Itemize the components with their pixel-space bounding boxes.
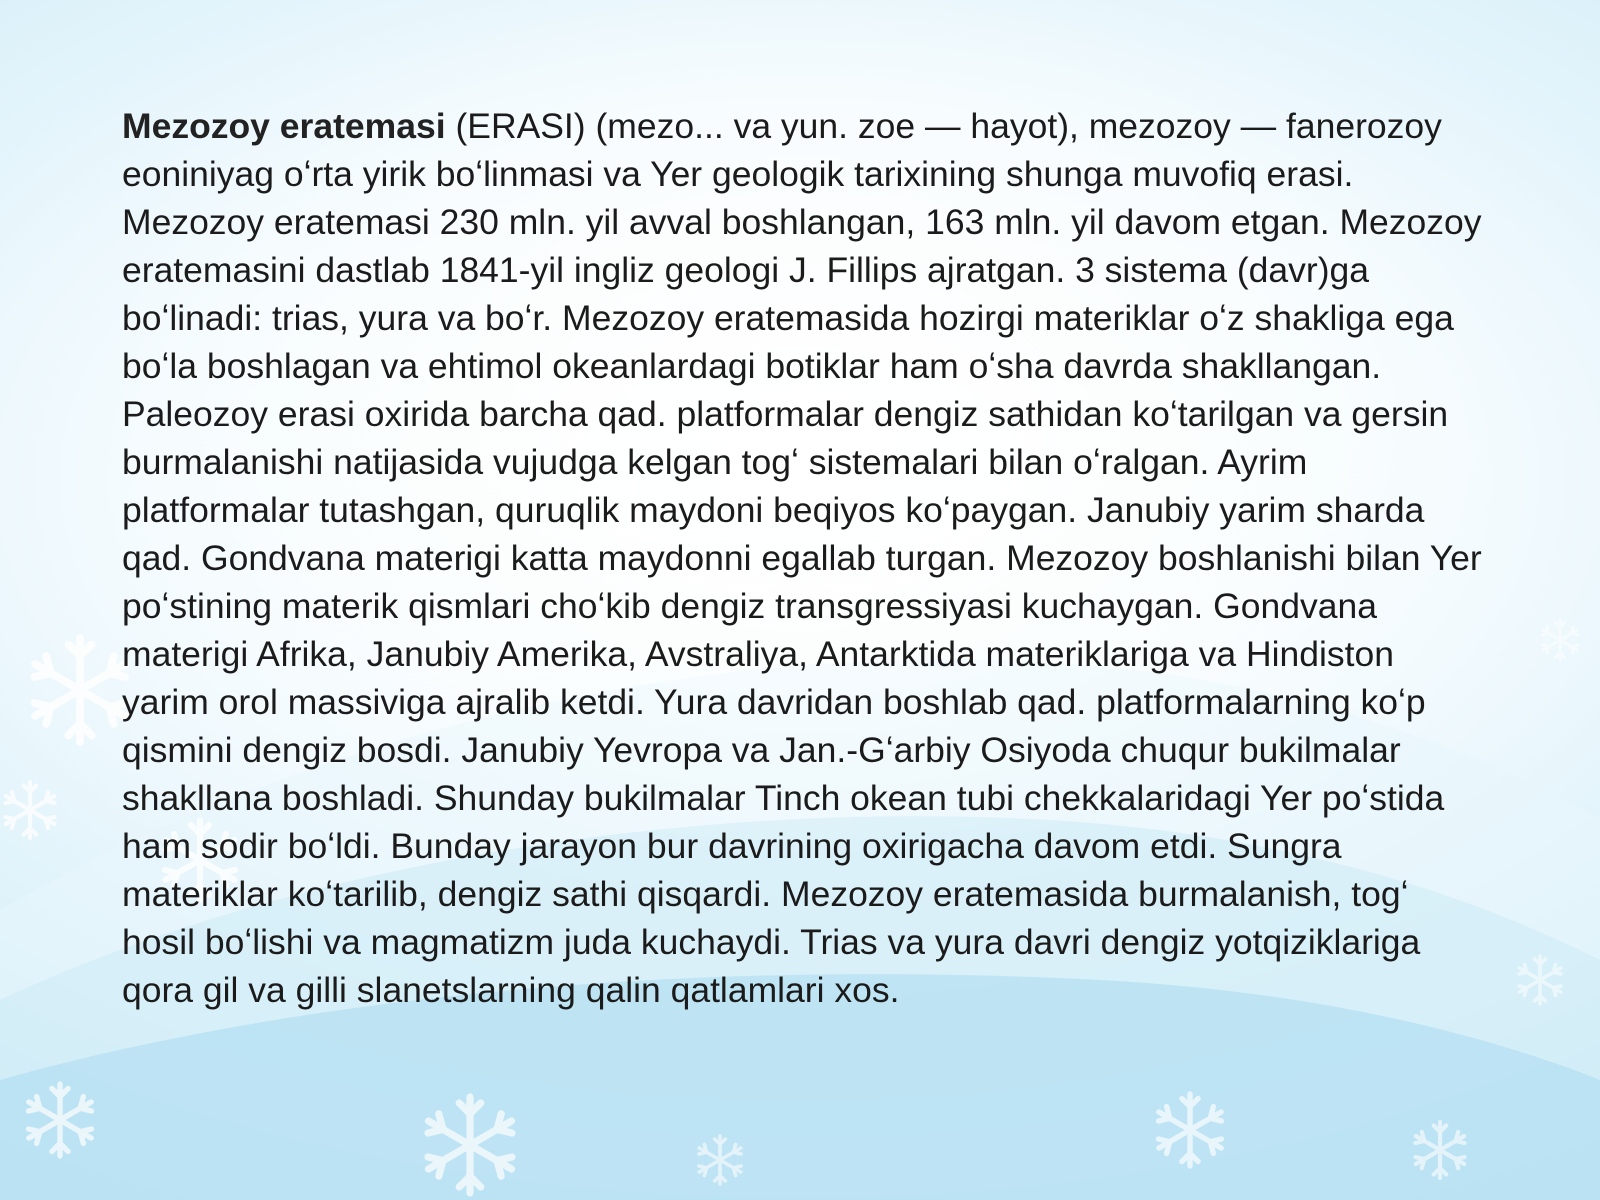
term-heading: Mezozoy eratemasi <box>122 106 446 146</box>
snowflake-icon <box>1543 620 1578 660</box>
snowflake-icon <box>35 638 126 742</box>
slide-paragraph <box>122 102 1482 1014</box>
paragraph-body: (ERASI) (mezo... va yun. zoe — hayot), mezozoy — fanerozoy eoniniyag oʻrta yirik boʻlinmasi va Yer geologik tarixining shunga muvofiq erasi. Mezozoy eratemasi 230 mln. yil avval boshlangan, 163 mln. yil davom etgan. Mezozoy eratemasini dastlab 1841-yil ingliz geologi J. Fillips ajratgan. 3 sistema (davr)ga boʻlinadi: trias, yura va boʻr. Mezozoy eratemasida hozirgi materiklar oʻz shakliga ega boʻla boshlagan va ehtimol okeanlardagi botiklar ham oʻsha davrda shakllangan. Paleozoy erasi oxirida barcha qad. platformalar dengiz sathidan koʻtarilgan va gersin burmalanishi natijasida vujudga kelgan togʻ sistemalari bilan oʻralgan. Ayrim platformalar tutashgan, quruqlik maydoni beqiyos koʻpaygan. Janubiy yarim sharda qad. Gondvana materigi katta maydonni egallab turgan. Mezozoy boshlanishi bilan Yer poʻstining materik qismlari choʻkib dengiz transgressiyasi kuchaygan. Gondvana materigi Afrika, Janubiy Amerika, Avstraliya, Antarktida materiklariga va Hindiston yarim orol massiviga ajralib ketdi. Yura davridan boshlab qad. platformalarning koʻp qismini dengiz bosdi. Janubiy Yevropa va Jan.-Gʻarbiy Osiyoda chuqur bukilmalar shakllana boshladi. Shunday bukilmalar Tinch okean tubi chekkalaridagi Yer poʻstida ham sodir boʻldi. Bunday jarayon bur davrining oxirigacha davom etdi. Sungra materiklar koʻtarilib, dengiz sathi qisqardi. Mezozoy eratemasida burmalanish, togʻ hosil boʻlishi va magmatizm juda kuchaydi. Trias va yura davri dengiz yotqiziklariga qora gil va gilli slanetslarning qalin qatlamlari xos. <box>122 106 1482 1010</box>
snowflake-icon <box>6 782 55 838</box>
